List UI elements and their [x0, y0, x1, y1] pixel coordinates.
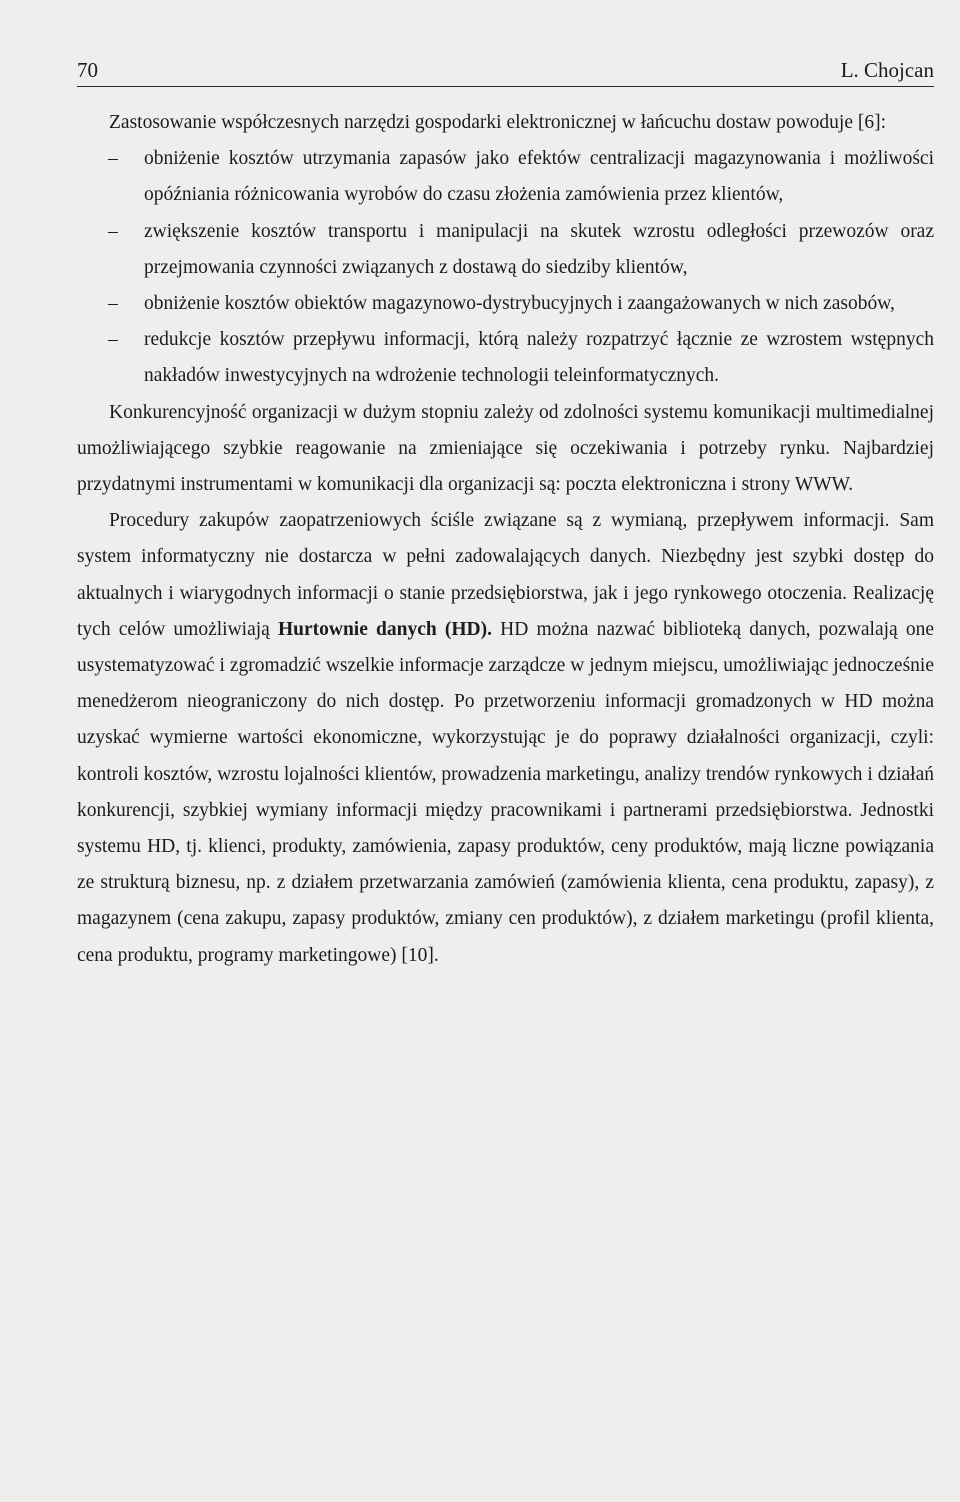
list-item [77, 322, 934, 394]
paragraph-data-warehouses [77, 503, 934, 974]
list-item [77, 141, 934, 213]
intro-paragraph: Zastosowanie współczesnych narzędzi gospodarki elektronicznej w łańcuchu dostaw powoduje [6]: [109, 112, 887, 133]
list-item-text: obniżenie kosztów utrzymania zapasów jako efektów centralizacji magazynowania i możliwości opóźniania różnicowania wyrobów do czasu złożenia zamówienia przez klientów, [144, 148, 934, 206]
page-number: 70 [77, 58, 98, 82]
list-item-text: redukcje kosztów przepływu informacji, którą należy rozpatrzyć łącznie ze wzrostem wstępnych nakładów inwestycyjnych na wdrożenie technologii teleinformatycznych. [144, 329, 934, 387]
page-header [77, 56, 934, 87]
effects-list [77, 141, 934, 394]
list-item [77, 214, 934, 286]
running-head: L. Chojcan [840, 58, 934, 82]
bold-term: Hurtownie danych (HD). [277, 618, 492, 640]
list-dash: – [108, 329, 118, 351]
list-item-text: zwiększenie kosztów transportu i manipulacji na skutek wzrostu odległości przewozów oraz przejmowania czynności związanych z dostawą do siedziby klientów, [144, 220, 934, 278]
body-text [77, 105, 934, 974]
paragraph-text: Procedury zakupów zaopatrzeniowych ściśle związane są z wymianą, przepływem informacji. Sam system informatyczny nie dostarcza w pełni zadowalających danych. Niezbędny jest szybki dostęp do aktualnych i wiarygodnych informacji o stanie przedsiębiorstwa, jak i jego rynkowego otoczenia. Realizację tych celów umożliwiają [77, 510, 934, 640]
list-dash: – [108, 220, 118, 242]
list-dash: – [108, 148, 118, 170]
list-item-text: obniżenie kosztów obiektów magazynowo-dystrybucyjnych i zaangażowanych w nich zasobów, [144, 293, 895, 315]
list-item [77, 286, 934, 322]
paragraph-text: HD można nazwać biblioteką danych, pozwalają one usystematyzować i zgromadzić wszelkie informacje zarządcze w jednym miejscu, umożliwiając jednocześnie menedżerom nieograniczony do nich dostęp. Po przetworzeniu informacji gromadzonych w HD można uzyskać wymierne wartości ekonomiczne, wykorzystując je do poprawy działalności organizacji, czyli: kontroli kosztów, wzrostu lojalności klientów, prowadzenia marketingu, analizy trendów rynkowych i działań konkurencji, szybkiej wymiany informacji między pracownikami i partnerami przedsiębiorstwa. Jednostki systemu HD, tj. klienci, produkty, zamówienia, zapasy produktów, ceny produktów, mają liczne powiązania ze strukturą biznesu, np. z działem przetwarzania zamówień (zamówienia klienta, cena produktu, zapasy), z magazynem (cena zakupu, zapasy produktów, zmiany cen produktów), z działem marketingu (profil klienta, cena produktu, programy marketingowe) [10]. [77, 618, 934, 966]
paragraph-competitiveness: Konkurencyjność organizacji w dużym stopniu zależy od zdolności systemu komunikacji multimedialnej umożliwiającego szybkie reagowanie na zmieniające się oczekiwania i potrzeby rynku. Najbardziej przydatnymi instrumentami w komunikacji dla organizacji są: poczta elektroniczna i strony WWW. [77, 401, 934, 496]
list-dash: – [108, 293, 118, 315]
